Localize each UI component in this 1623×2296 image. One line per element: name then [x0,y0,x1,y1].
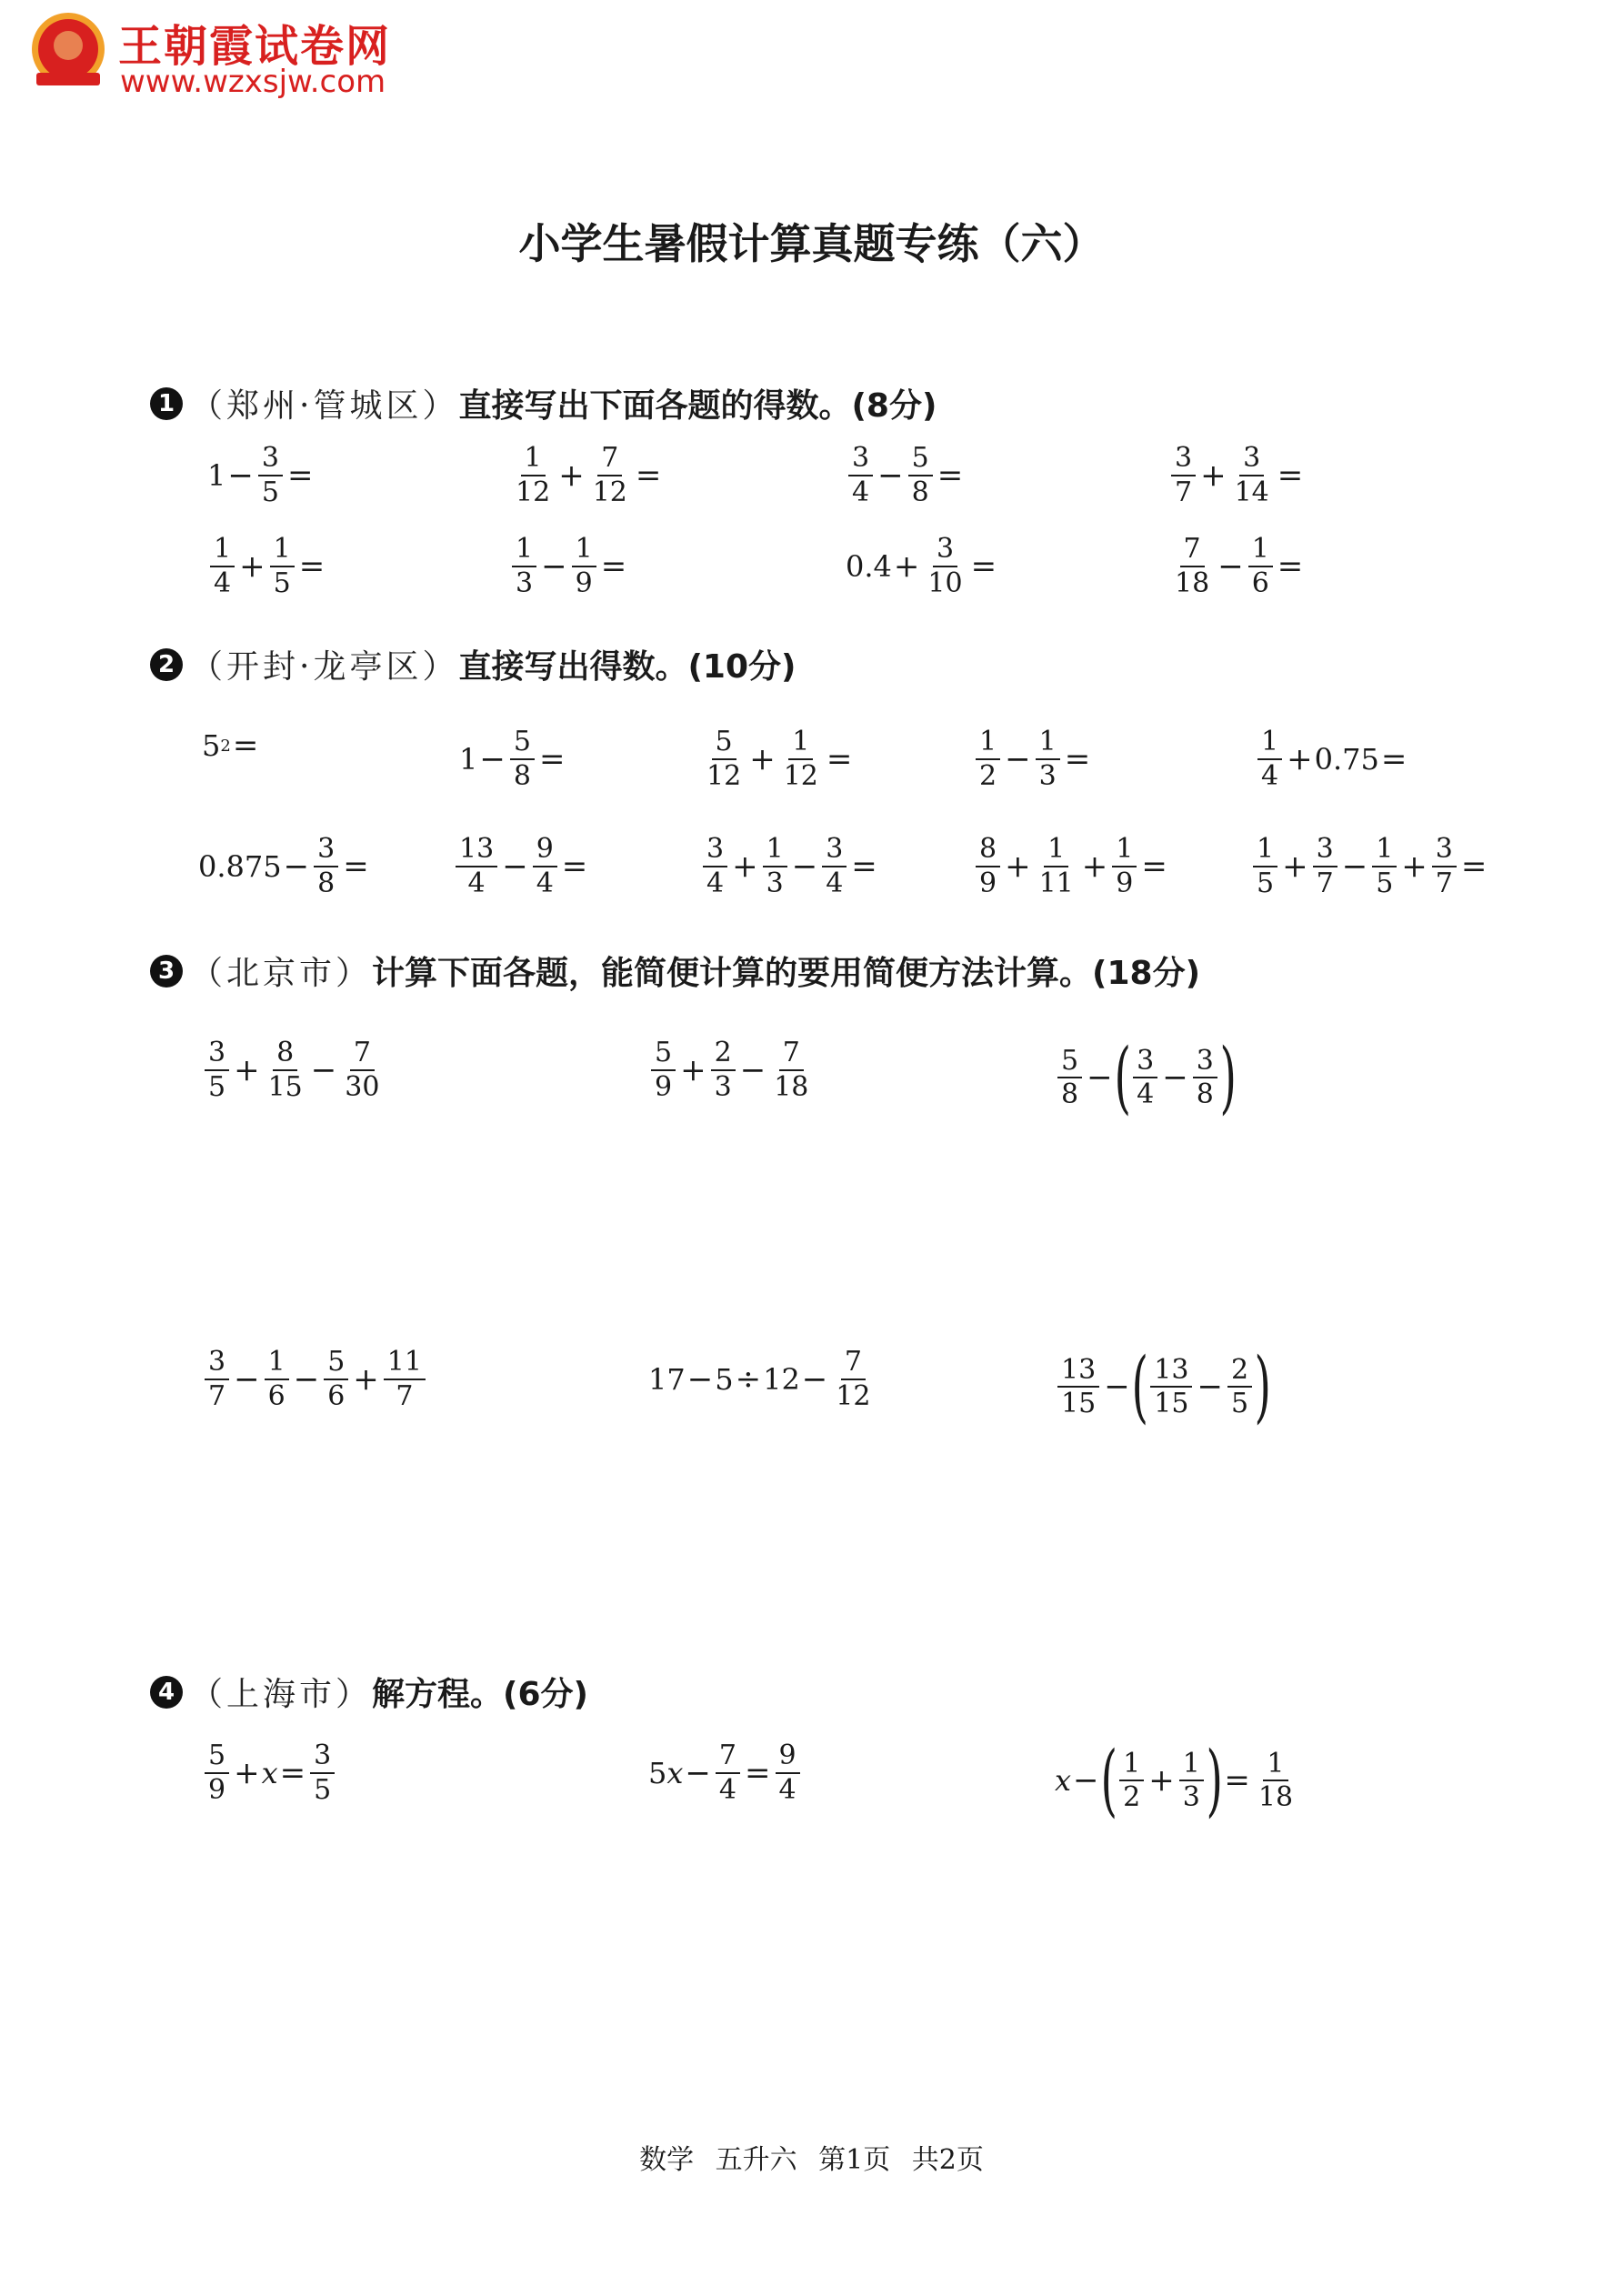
operator: + [749,740,776,777]
superscript: 2 [220,736,231,756]
math-expression [648,1348,877,1410]
number: 1 [459,741,478,777]
operator: = [286,456,314,494]
fraction: $\frac{1}{2}$ [1119,1750,1144,1812]
operator: + [1005,847,1031,885]
fraction: $\frac{7}{30}$ [345,1037,380,1103]
operator: − [1341,847,1368,885]
math-expression [202,727,260,764]
operator: = [745,1754,771,1791]
math-expression [1250,835,1488,897]
operator: − [877,456,904,494]
operator: + [732,847,758,885]
operator: − [502,847,528,885]
page-footer: 数学 五升六 第1页 共2页 [639,2144,984,2176]
brand-name: 王朝霞试卷网 [118,21,392,72]
question-number: 1 [150,387,183,420]
operator: − [801,1360,828,1398]
operator: − [685,1754,711,1791]
operator: ÷ [735,1360,762,1398]
operator: − [1104,1369,1130,1405]
math-expression [509,535,628,597]
operator: + [1287,740,1313,777]
math-expression [207,444,315,506]
fraction: $\frac{3}{10}$ [927,533,963,599]
number: 1 [207,457,226,493]
fraction: $\frac{1}{18}$ [1257,1747,1294,1813]
operator: + [1401,847,1428,885]
question-2-heading [150,641,796,687]
operator: − [1073,1762,1099,1799]
fraction: $\frac{1}{5}$ [1372,835,1397,897]
operator: = [970,547,997,585]
parenthesis: ( [1100,1735,1117,1826]
operator: = [561,847,588,885]
fraction: $\frac{5}{8}$ [510,727,535,790]
math-expression [202,1038,386,1101]
fraction: $\frac{1}{12}$ [783,726,818,792]
operator: + [1282,847,1308,885]
math-expression [202,1348,428,1410]
operator: = [279,1754,306,1791]
fraction: $\frac{5}{8}$ [1057,1047,1082,1109]
operator: = [635,456,662,494]
math-expression [1055,1735,1299,1826]
fraction: $\frac{7}{4}$ [716,1741,740,1804]
operator: = [1064,740,1091,777]
variable: x [261,1755,278,1790]
fraction: $\frac{3}{7}$ [1171,444,1196,506]
operator: + [234,1754,260,1791]
fraction: $\frac{3}{4}$ [703,835,727,897]
math-expression [846,535,998,597]
variable: x [666,1755,684,1790]
question-1-heading [150,380,937,426]
operator: + [239,547,265,585]
operator: − [541,547,567,585]
operator: + [1081,847,1108,885]
operator: = [1141,847,1167,885]
number: 5 [202,728,221,763]
fraction: $\frac{1}{3}$ [512,535,536,597]
fraction: $\frac{3}{8}$ [1193,1047,1217,1109]
operator: − [310,1051,337,1088]
math-expression [648,1741,803,1804]
fraction: $\frac{1}{11}$ [1038,833,1074,899]
operator: = [298,547,326,585]
operator: + [558,456,585,494]
operator: + [680,1051,706,1088]
math-expression [207,535,326,597]
fraction: $\frac{13}{15}$ [1150,1356,1192,1419]
fraction: $\frac{1}{5}$ [1253,835,1277,897]
fraction: $\frac{1}{9}$ [1112,835,1137,897]
fraction: $\frac{13}{15}$ [1057,1356,1099,1419]
fraction: $\frac{1}{3}$ [1036,727,1060,790]
number: 5 [715,1361,734,1397]
parenthesis: ( [1131,1341,1148,1432]
question-4-heading [150,1669,588,1715]
fraction: $\frac{8}{9}$ [976,835,1000,897]
fraction: $\frac{7}{18}$ [774,1037,809,1103]
question-3-heading [150,947,1200,994]
operator: = [851,847,877,885]
fraction: $\frac{1}{2}$ [976,727,1000,790]
math-expression [973,835,1169,897]
operator: = [1277,456,1304,494]
fraction: $\frac{11}{7}$ [384,1348,426,1410]
operator: + [1148,1762,1175,1799]
operator: = [343,847,369,885]
parenthesis: ) [1206,1735,1223,1826]
fraction: $\frac{1}{6}$ [1248,535,1273,597]
operator: − [234,1360,260,1398]
operator: = [937,456,964,494]
page-title: 小学生暑假计算真题专练（六） [518,219,1105,268]
question-text: 直接写出下面各题的得数。(8分) [458,387,937,425]
fraction: $\frac{1}{12}$ [516,442,551,508]
question-source: （郑州·管城区） [190,387,459,425]
fraction: $\frac{7}{12}$ [592,442,627,508]
math-expression [700,835,879,897]
fraction: $\frac{1}{5}$ [270,535,295,597]
fraction: $\frac{5}{6}$ [324,1348,348,1410]
operator: − [283,847,310,885]
question-text: 直接写出得数。(10分) [458,648,796,686]
variable: x [1055,1763,1072,1798]
fraction: $\frac{3}{4}$ [848,444,873,506]
fraction: $\frac{5}{8}$ [908,444,933,506]
math-expression [1255,727,1408,790]
number: 12 [763,1361,800,1397]
operator: − [1197,1369,1223,1405]
operator: − [1087,1059,1113,1096]
math-expression [459,727,566,790]
math-expression [198,835,371,897]
parenthesis: ) [1254,1341,1272,1432]
operator: − [479,740,506,777]
math-expression [648,1038,815,1101]
operator: + [893,547,920,585]
number: 17 [648,1361,686,1397]
math-expression [1168,535,1305,597]
fraction: $\frac{3}{7}$ [1313,835,1337,897]
fraction: $\frac{3}{4}$ [822,835,847,897]
fraction: $\frac{3}{14}$ [1234,442,1269,508]
fraction: $\frac{1}{3}$ [1179,1750,1204,1812]
fraction: $\frac{3}{5}$ [205,1038,229,1101]
math-expression [846,444,965,506]
operator: − [1005,740,1031,777]
fraction: $\frac{5}{12}$ [706,726,742,792]
operator: − [739,1051,766,1088]
math-expression [453,835,589,897]
operator: = [232,727,259,764]
operator: + [353,1360,379,1398]
parenthesis: ) [1219,1032,1237,1123]
number: 0.75 [1314,741,1379,777]
math-expression [700,727,854,790]
math-expression [1168,444,1305,506]
brand-url: www.wzxsjw.com [120,64,386,100]
operator: = [1277,547,1304,585]
question-number: 4 [150,1676,183,1709]
operator: − [1162,1059,1188,1096]
question-text: 计算下面各题，能简便计算的要用简便方法计算。(18分) [372,955,1201,992]
fraction: $\frac{3}{5}$ [310,1741,335,1804]
math-expression [509,444,663,506]
question-number: 3 [150,955,183,988]
operator: = [1224,1762,1250,1799]
operator: = [600,547,627,585]
operator: + [1200,456,1227,494]
fraction: $\frac{7}{12}$ [836,1346,871,1412]
fraction: $\frac{7}{18}$ [1175,533,1210,599]
number: 0.875 [198,848,282,884]
operator: = [826,740,853,777]
operator: = [538,740,566,777]
fraction: $\frac{1}{4}$ [210,535,235,597]
math-expression [202,1741,337,1804]
operator: − [293,1360,320,1398]
fraction: $\frac{8}{15}$ [267,1037,303,1103]
operator: − [1217,547,1244,585]
fraction: $\frac{2}{3}$ [711,1038,736,1101]
operator: = [1460,847,1488,885]
fraction: $\frac{9}{4}$ [533,835,557,897]
math-expression [1055,1341,1272,1432]
parenthesis: ( [1114,1032,1131,1123]
fraction: $\frac{1}{6}$ [265,1348,289,1410]
fraction: $\frac{1}{9}$ [572,535,596,597]
fraction: $\frac{3}{4}$ [1133,1047,1157,1109]
operator: − [686,1360,714,1398]
number: 5 [648,1755,667,1790]
question-source: （上海市） [190,1676,373,1713]
operator: + [234,1051,260,1088]
fraction: $\frac{5}{9}$ [651,1038,676,1101]
fraction: $\frac{3}{7}$ [205,1348,229,1410]
question-number: 2 [150,648,183,681]
math-expression [1055,1032,1237,1123]
operator: − [227,456,254,494]
fraction: $\frac{1}{4}$ [1257,727,1282,790]
number: 0.4 [846,548,892,584]
fraction: $\frac{3}{7}$ [1432,835,1457,897]
fraction: $\frac{2}{5}$ [1227,1356,1252,1419]
fraction: $\frac{5}{9}$ [205,1741,229,1804]
math-expression [973,727,1092,790]
fraction: $\frac{13}{4}$ [456,835,497,897]
fraction: $\frac{3}{5}$ [258,444,283,506]
brand-logo-icon [27,9,109,91]
question-text: 解方程。(6分) [372,1676,588,1713]
question-source: （北京市） [190,955,373,992]
fraction: $\frac{9}{4}$ [776,1741,800,1804]
operator: − [791,847,818,885]
fraction: $\frac{1}{3}$ [763,835,787,897]
question-source: （开封·龙亭区） [190,648,459,686]
operator: = [1380,740,1408,777]
fraction: $\frac{3}{8}$ [314,835,338,897]
